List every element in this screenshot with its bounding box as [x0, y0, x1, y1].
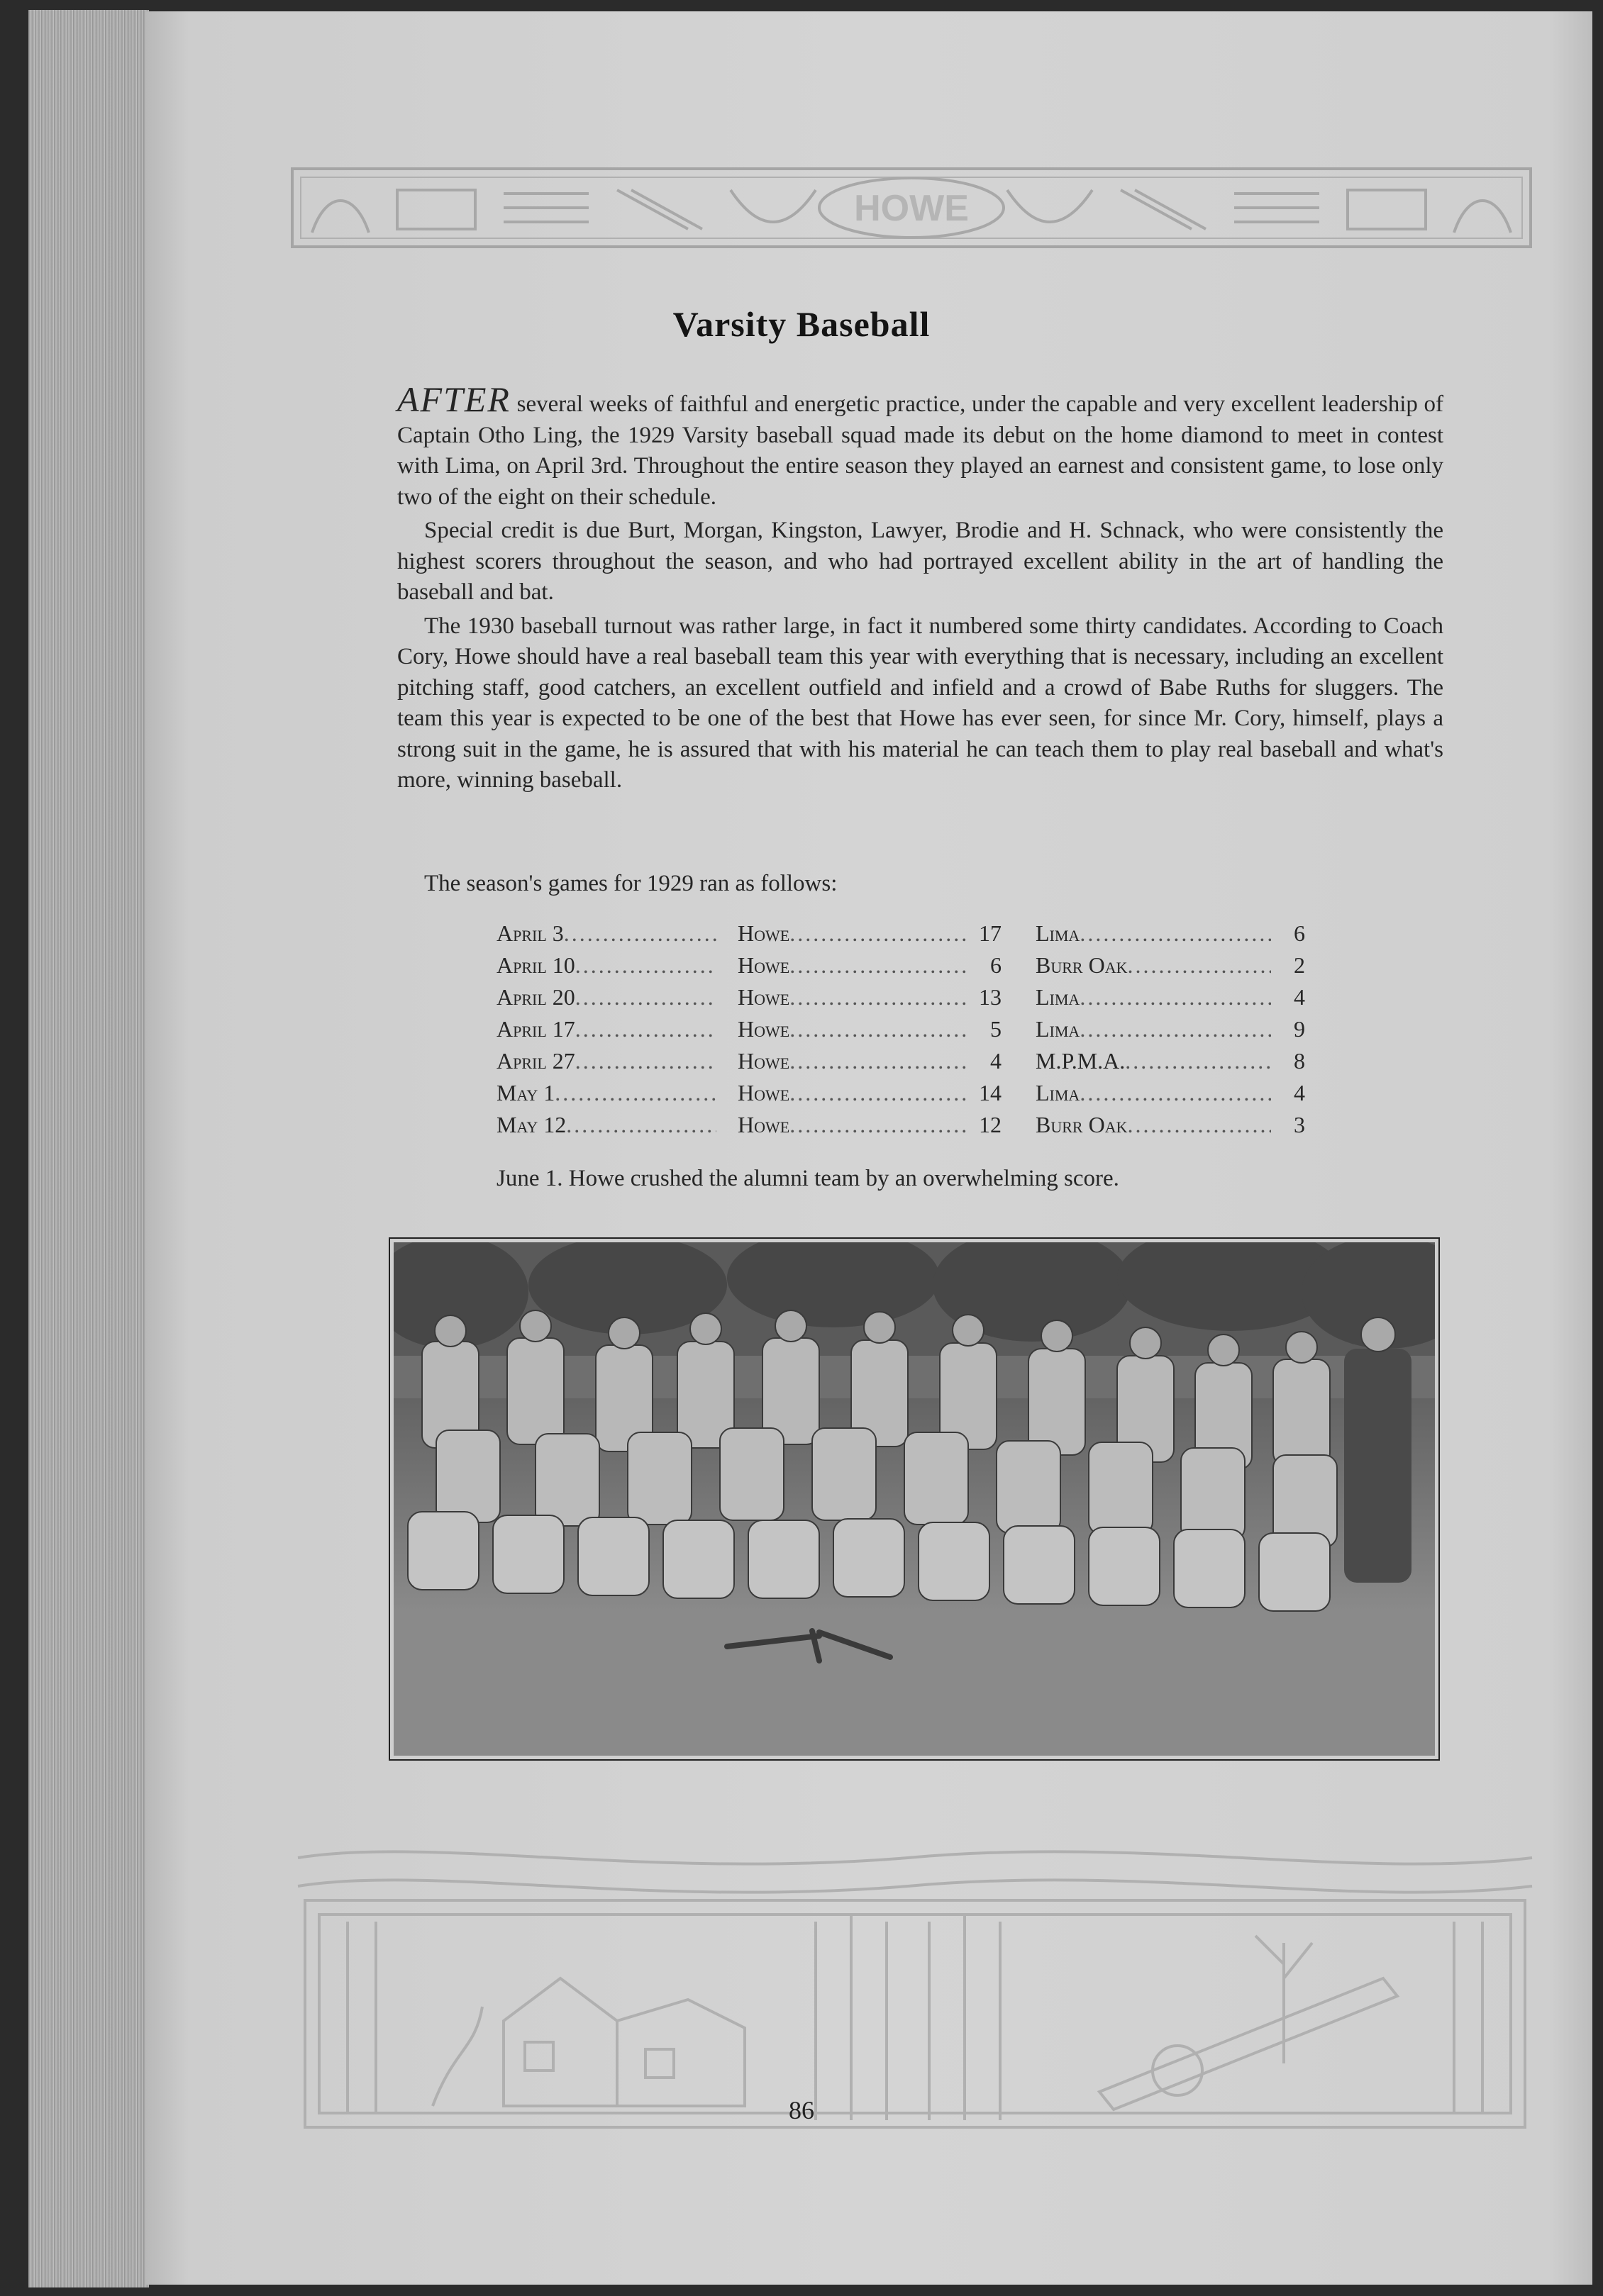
home-team: Howe: [738, 1016, 790, 1042]
schedule-row: [497, 984, 1305, 1016]
game-date: April 17: [497, 1016, 575, 1042]
home-score: 17: [979, 920, 1002, 946]
team-photo-frame: [389, 1237, 1440, 1761]
opponent: Lima: [1036, 920, 1080, 946]
game-date: April 3: [497, 920, 564, 946]
home-team: Howe: [738, 1112, 790, 1137]
opponent-score: 4: [1294, 984, 1305, 1010]
game-date: April 27: [497, 1048, 575, 1074]
schedule-row: [497, 920, 1305, 952]
opponent-score: 2: [1294, 952, 1305, 978]
home-team: Howe: [738, 920, 790, 946]
schedule-intro: The season's games for 1929 ran as follows:: [424, 871, 838, 896]
schedule-row: [497, 1080, 1305, 1112]
opponent: Lima: [1036, 1016, 1080, 1042]
schedule-row: [497, 1048, 1305, 1080]
home-score: 5: [990, 1016, 1002, 1042]
home-score: 14: [979, 1080, 1002, 1105]
opponent: Lima: [1036, 1080, 1080, 1105]
schedule-row: [497, 952, 1305, 984]
home-team: Howe: [738, 984, 790, 1010]
opponent: M.P.M.A.: [1036, 1048, 1126, 1074]
page-number: 86: [789, 2096, 814, 2124]
dropcap-word: AFTER: [397, 379, 511, 419]
game-date: May 12: [497, 1112, 567, 1137]
paragraph-1: [397, 379, 1443, 513]
article-body: [397, 379, 1443, 799]
opponent-score: 9: [1294, 1016, 1305, 1042]
home-team: Howe: [738, 1048, 790, 1074]
team-photo: [394, 1242, 1435, 1756]
home-score: 12: [979, 1112, 1002, 1137]
header-banner-ornament: [291, 162, 1532, 254]
home-score: 13: [979, 984, 1002, 1010]
opponent-score: 6: [1294, 920, 1305, 946]
schedule-row: [497, 1016, 1305, 1048]
home-score: 6: [990, 952, 1002, 978]
team-photo-image: [394, 1242, 1435, 1756]
game-date: May 1: [497, 1080, 555, 1105]
opponent: Burr Oak: [1036, 1112, 1128, 1137]
home-team: Howe: [738, 1080, 790, 1105]
paragraph-1-text: several weeks of faithful and energetic practice, under the capable and very excellent leadership of Captain Otho Ling, the 1929 Varsity baseball squad made its debut on the home diamond to meet in contest with Lima, on April 3rd. Throughout the entire season they played an earnest and consistent game, to lose only two of the eight on their schedule.: [397, 391, 1443, 510]
opponent-score: 3: [1294, 1112, 1305, 1137]
opponent-score: 4: [1294, 1080, 1305, 1105]
home-team: Howe: [738, 952, 790, 978]
paragraph-3: The 1930 baseball turnout was rather large, in fact it numbered some thirty candidates. According to Coach Cory, Howe should have a real baseball team this year with everything that is necessary, including an excellent pitching staff, good catchers, an excellent outfield and infield and a crowd of Babe Ruths for sluggers. The team this year is expected to be one of the best that Howe has ever seen, for since Mr. Cory, himself, plays a strong suit in the game, he is assured that with his material he can teach them to play real baseball and what's more, winning baseball.: [397, 613, 1443, 793]
opponent-score: 8: [1294, 1048, 1305, 1074]
schedule-table: [497, 920, 1305, 1144]
opponent: Burr Oak: [1036, 952, 1128, 978]
game-date: April 20: [497, 984, 575, 1010]
opponent: Lima: [1036, 984, 1080, 1010]
schedule-row: [497, 1112, 1305, 1144]
home-score: 4: [990, 1048, 1002, 1074]
game-date: April 10: [497, 952, 575, 978]
closing-note: June 1. Howe crushed the alumni team by an overwhelming score.: [497, 1166, 1119, 1191]
article-title: Varsity Baseball: [672, 304, 931, 344]
book-page-edges: [28, 10, 149, 2287]
banner-text: HOWE: [854, 188, 969, 229]
paragraph-2: Special credit is due Burt, Morgan, Kingston, Lawyer, Brodie and H. Schnack, who were consistently the highest scorers throughout the season, and who had portrayed excellent ability in the art of handling the baseball and bat.: [397, 518, 1443, 605]
